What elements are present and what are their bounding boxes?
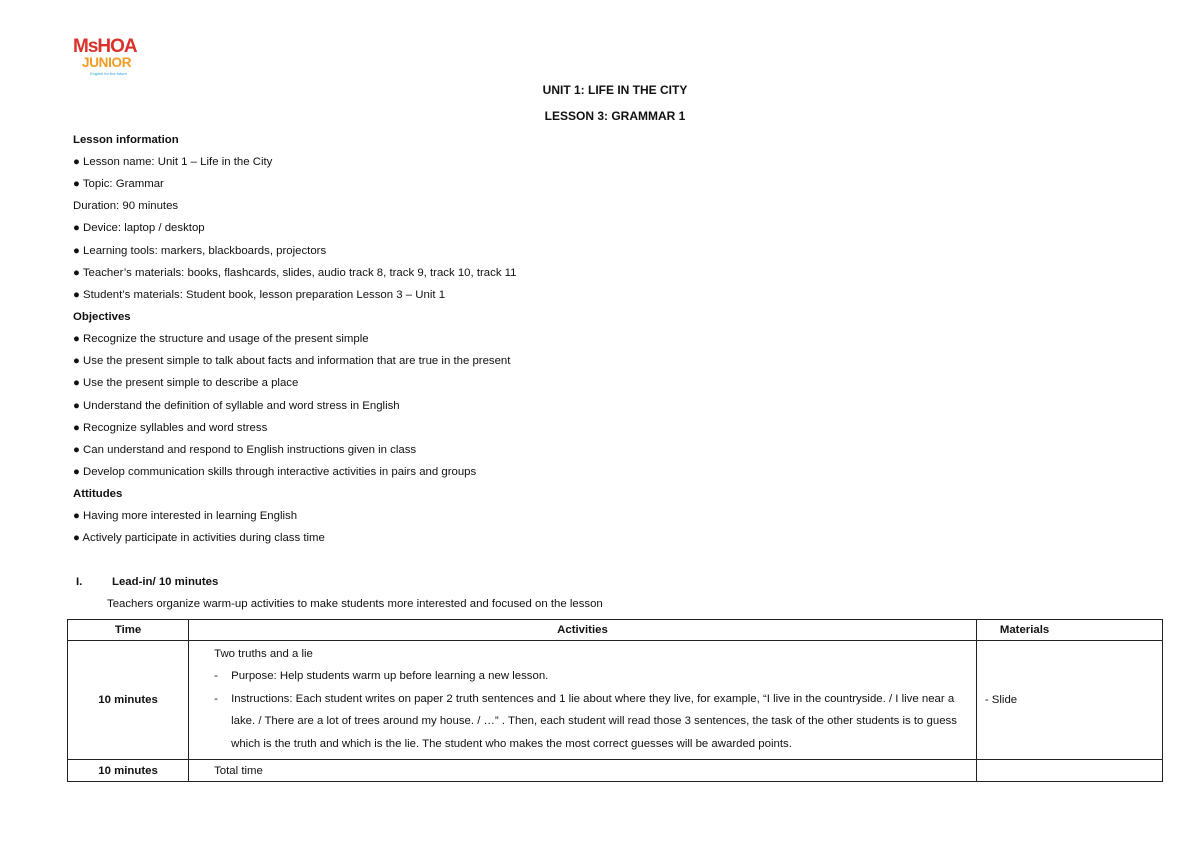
attitude-item: ● Having more interested in learning English <box>73 510 298 522</box>
table-total-row <box>68 760 1163 782</box>
instructions-text: Instructions: Each student writes on paper 2 truth sentences and 1 lie about where they live, for example, “I live in the countryside. / I live near a lake. / There are a lot of trees around my house. / …” . Then, each student will read those 3 sentences, the task of the other students is to guess which is the truth and which is the lie. The student who makes the most correct guesses will be awarded points. <box>231 692 957 750</box>
student-materials-item: ● Student’s materials: Student book, lesson preparation Lesson 3 – Unit 1 <box>73 289 446 301</box>
section-number: I. <box>76 576 83 588</box>
purpose-bullet <box>214 665 968 687</box>
section-title: Lead-in/ 10 minutes <box>112 576 219 588</box>
header-time: Time <box>68 620 189 641</box>
device-item: ● Device: laptop / desktop <box>73 222 205 234</box>
objective-item: ● Use the present simple to talk about facts and information that are true in the present <box>73 355 511 367</box>
objective-item: ● Can understand and respond to English instructions given in class <box>73 444 417 456</box>
learning-tools-item: ● Learning tools: markers, blackboards, projectors <box>73 245 327 257</box>
lesson-name-item: ● Lesson name: Unit 1 – Life in the City <box>73 156 273 168</box>
attitude-item: ● Actively participate in activities during class time <box>73 532 325 544</box>
objective-item: ● Understand the definition of syllable and word stress in English <box>73 400 400 412</box>
section-description: Teachers organize warm-up activities to make students more interested and focused on the lesson <box>107 598 603 610</box>
total-label: Total time <box>189 760 977 782</box>
total-materials <box>976 760 1162 782</box>
brand-logo <box>73 36 155 78</box>
instructions-bullet <box>214 688 968 755</box>
duration-item: Duration: 90 minutes <box>73 200 179 212</box>
lesson-title: LESSON 3: GRAMMAR 1 <box>544 109 686 123</box>
row-materials: - Slide <box>976 641 1162 760</box>
objective-item: ● Recognize the structure and usage of the present simple <box>73 333 369 345</box>
objective-item: ● Use the present simple to describe a place <box>73 377 299 389</box>
unit-title: UNIT 1: LIFE IN THE CITY <box>542 83 688 97</box>
row-time: 10 minutes <box>68 641 189 760</box>
objectives-heading: Objectives <box>73 311 131 323</box>
objective-item: ● Develop communication skills through interactive activities in pairs and groups <box>73 466 477 478</box>
purpose-text: Purpose: Help students warm up before learning a new lesson. <box>231 670 549 683</box>
table-header-row <box>68 620 1163 641</box>
total-time: 10 minutes <box>68 760 189 782</box>
table-row <box>68 641 1163 760</box>
dash-marker: - <box>214 670 218 683</box>
activity-title: Two truths and a lie <box>214 648 313 660</box>
logo-text-top: MsHOA <box>73 36 137 57</box>
attitudes-heading: Attitudes <box>73 488 123 500</box>
teacher-materials-item: ● Teacher’s materials: books, flashcards, slides, audio track 8, track 9, track 10, track 11 <box>73 267 517 279</box>
header-materials: Materials <box>976 620 1162 641</box>
row-activities <box>189 641 977 760</box>
lesson-information-heading: Lesson information <box>73 134 179 146</box>
lead-in-table <box>67 619 1163 782</box>
header-activities: Activities <box>189 620 977 641</box>
logo-text-junior: JUNIOR <box>82 55 132 70</box>
topic-item: ● Topic: Grammar <box>73 178 164 190</box>
dash-marker: - <box>214 692 218 705</box>
objective-item: ● Recognize syllables and word stress <box>73 422 268 434</box>
logo-tagline: English for the future <box>90 71 127 76</box>
